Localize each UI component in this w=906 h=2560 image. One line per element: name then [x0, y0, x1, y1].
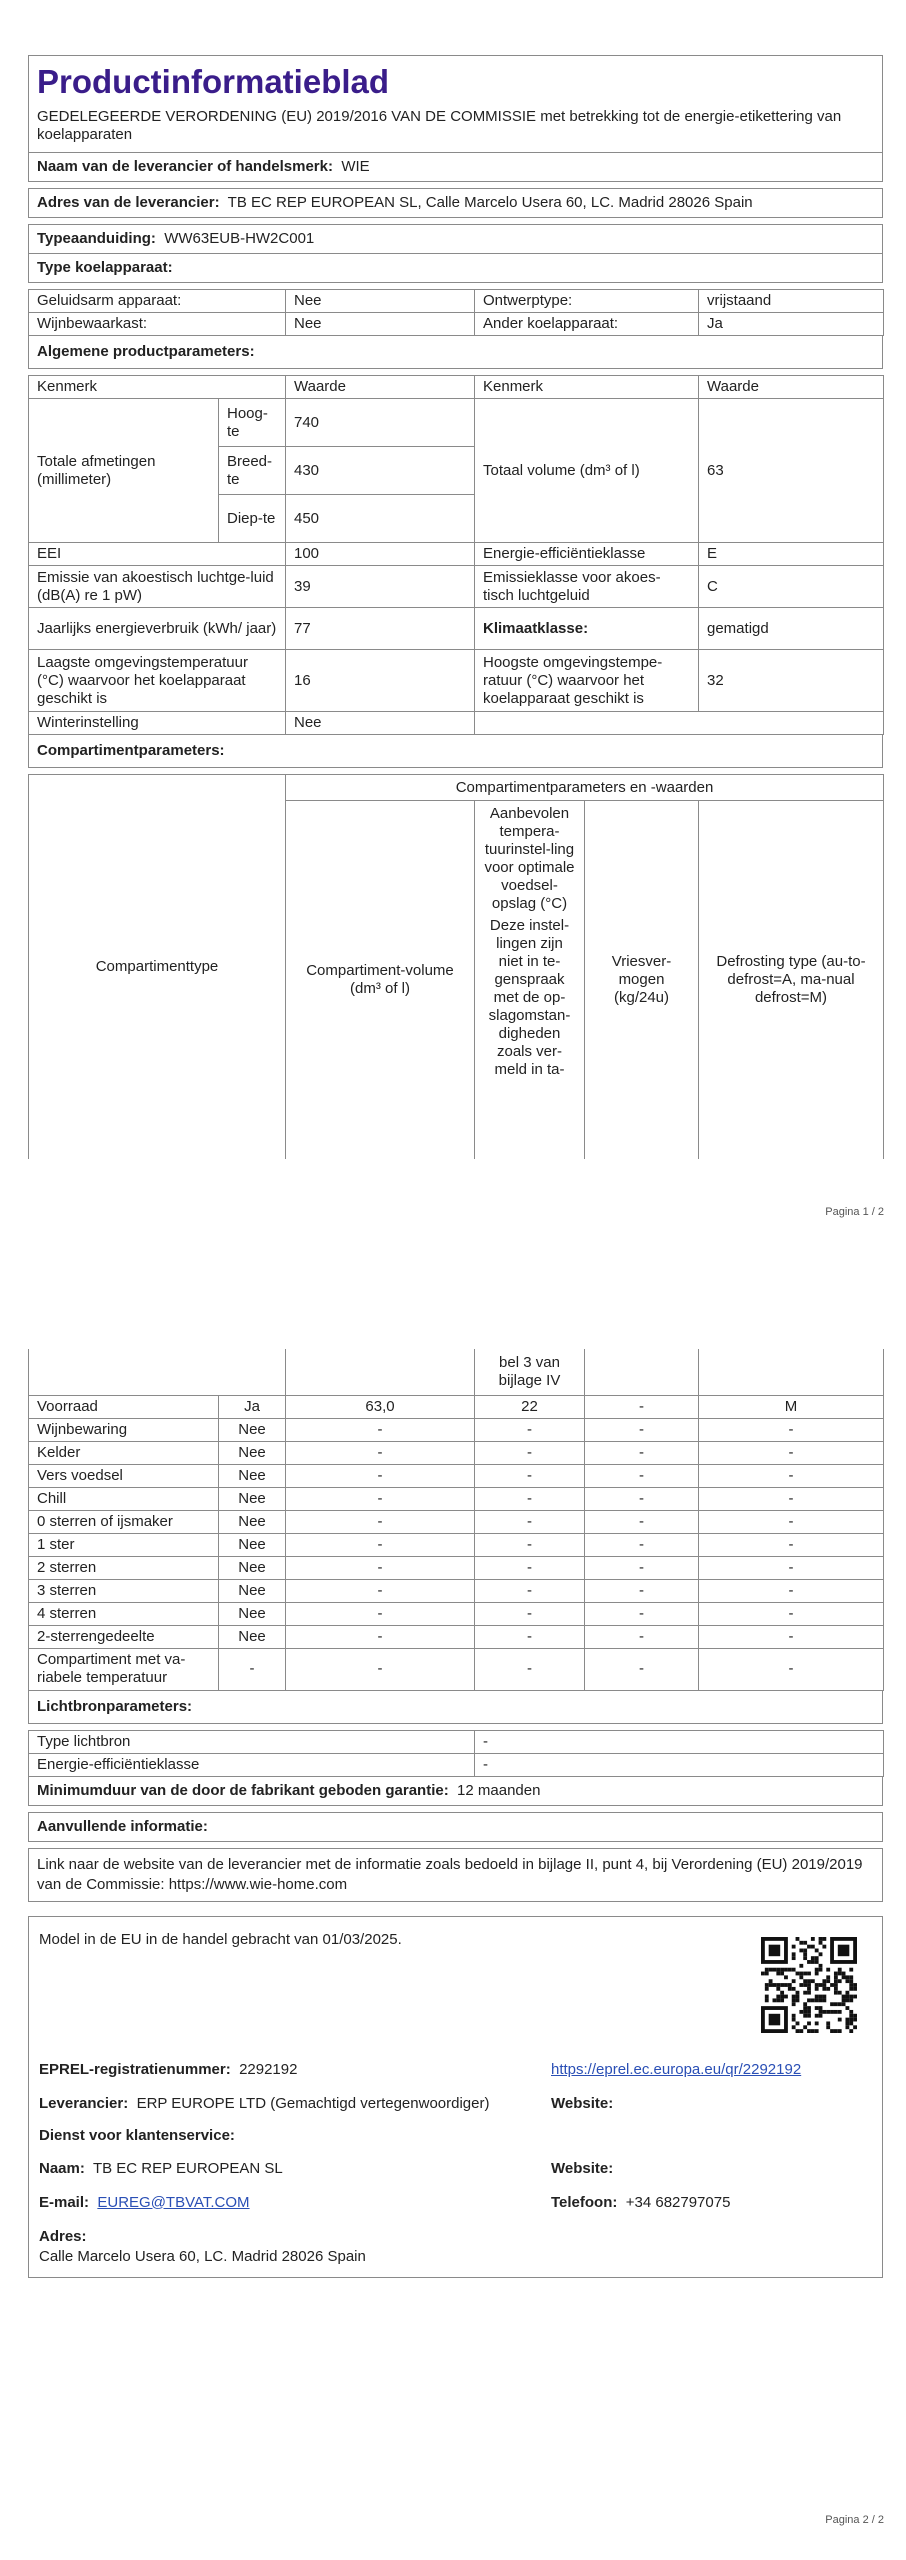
extra-section-heading: Aanvullende informatie:	[28, 1812, 883, 1842]
email-row: E-mail: EUREG@TBVAT.COM	[39, 2193, 250, 2211]
eprel-row: EPREL-registratienummer: 2292192	[39, 2060, 298, 2078]
table-row: Winterinstelling Nee	[29, 712, 884, 735]
document-title: Productinformatieblad	[37, 63, 390, 100]
light-section-heading: Lichtbronparameters:	[28, 1691, 883, 1724]
supplier-value: WIE	[341, 158, 370, 175]
table-row: Breed-te 430	[29, 447, 884, 495]
compartment-type-header: Compartimenttype	[29, 775, 286, 1159]
table-row: 0 sterren of ijsmaker Nee - - - -	[29, 1510, 884, 1533]
general-section-heading: Algemene productparameters:	[28, 336, 883, 369]
table-row: Voorraad Ja 63,0 22 - M	[29, 1395, 884, 1418]
table-row: 1 ster Nee - - - -	[29, 1533, 884, 1556]
table-row: Emissie van akoestisch luchtge-luid (dB(A) re 1 pW) 39 Emissieklasse voor akoes-tisch luchtgeluid C	[29, 566, 884, 608]
phone-row: Telefoon: +34 682797075	[551, 2193, 731, 2211]
service-name-row: Naam: TB EC REP EUROPEAN SL	[39, 2159, 283, 2177]
warranty-value: 12 maanden	[457, 1781, 541, 1799]
page-1	[28, 55, 883, 1159]
model-value: WW63EUB-HW2C001	[164, 230, 315, 247]
email-link[interactable]: EUREG@TBVAT.COM	[97, 2193, 250, 2211]
supplier-legal-row: Leverancier: ERP EUROPE LTD (Gemachtigd vertegenwoordiger)	[39, 2094, 490, 2112]
general-table	[28, 375, 884, 735]
table-row: Chill Nee - - - -	[29, 1487, 884, 1510]
market-date-text: Model in de EU in de handel gebracht van 01/03/2025.	[39, 1930, 402, 1948]
table-row: Type lichtbron -	[29, 1730, 884, 1753]
dimensions-label: Totale afmetingen (millimeter)	[29, 399, 219, 543]
address-row: Adres van de leverancier: TB EC REP EUROPEAN SL, Calle Marcelo Usera 60, LC. Madrid 28026 Spain	[28, 188, 883, 218]
table-row: Energie-efficiëntieklasse -	[29, 1753, 884, 1776]
table-row: Compartimenttype Compartimentparameters en -waarden	[29, 775, 884, 801]
table-row: EEI 100 Energie-efficiëntieklasse E	[29, 543, 884, 566]
table-row: Kelder Nee - - - -	[29, 1441, 884, 1464]
table-row: 2-sterrengedeelte Nee - - - -	[29, 1625, 884, 1648]
type-section-heading: Type koelapparaat:	[28, 254, 883, 283]
table-row: Vers voedsel Nee - - - -	[29, 1464, 884, 1487]
compartment-header-table	[28, 774, 884, 1159]
extra-info-text: Link naar de website van de leverancier met de informatie zoals bedoeld in bijlage II, punt 4, bij Verordening (EU) 2019/2019 van de Commissie: https://www.wie-home.com	[28, 1848, 883, 1902]
table-row: Wijnbewaarkast: Nee Ander koelapparaat: Ja	[29, 313, 884, 336]
table-row: Compartiment met va-riabele temperatuur - - - - -	[29, 1648, 884, 1690]
eprel-link[interactable]: https://eprel.ec.europa.eu/qr/2292192	[551, 2060, 802, 2078]
warranty-row: Minimumduur van de door de fabrikant geboden garantie: 12 maanden	[28, 1777, 883, 1806]
page-number-1: Pagina 1 / 2	[825, 1206, 884, 1218]
table-row: Totale afmetingen (millimeter) Hoog-te 740 Totaal volume (dm³ of l) 63	[29, 399, 884, 447]
page-number-2: Pagina 2 / 2	[825, 2514, 884, 2526]
light-table	[28, 1730, 884, 1777]
table-row: 2 sterren Nee - - - -	[29, 1556, 884, 1579]
page-2	[28, 1349, 883, 2278]
regulation-text: GEDELEGEERDE VERORDENING (EU) 2019/2016 VAN DE COMMISSIE met betrekking tot de energie-etikettering van koelapparaten	[37, 108, 842, 143]
eprel-number: 2292192	[239, 2060, 298, 2078]
address-label: Adres:	[39, 2227, 87, 2245]
table-row: Jaarlijks energieverbruik (kWh/ jaar) 77 Klimaatklasse: gematigd	[29, 608, 884, 650]
table-row: Kenmerk Waarde Kenmerk Waarde	[29, 376, 884, 399]
compartment-section-heading: Compartimentparameters:	[28, 735, 883, 768]
table-row: 3 sterren Nee - - - -	[29, 1579, 884, 1602]
supplier-info-box	[28, 1916, 883, 2278]
table-row: 4 sterren Nee - - - -	[29, 1602, 884, 1625]
table-row: Geluidsarm apparaat: Nee Ontwerptype: vrijstaand	[29, 290, 884, 313]
address-value: TB EC REP EUROPEAN SL, Calle Marcelo Usera 60, LC. Madrid 28026 Spain	[227, 194, 753, 211]
table-row: Wijnbewaring Nee - - - -	[29, 1418, 884, 1441]
table-row: Laagste omgevingstemperatuur (°C) waarvoor het koelapparaat geschikt is 16 Hoogste omgevingstempe-ratuur (°C) waarvoor het koelapparaat geschikt is 32	[29, 650, 884, 712]
table-row: bel 3 van bijlage IV	[29, 1349, 884, 1395]
model-row: Typeaanduiding: WW63EUB-HW2C001	[28, 224, 883, 254]
address-value-footer: Calle Marcelo Usera 60, LC. Madrid 28026 Spain	[39, 2247, 366, 2265]
compartment-table	[28, 1349, 884, 1691]
table-row: Diep-te 450	[29, 495, 884, 543]
type-table	[28, 289, 884, 336]
website-label: Website:	[551, 2094, 614, 2112]
website-label-2: Website:	[551, 2159, 614, 2177]
qr-code-icon	[761, 1937, 857, 2033]
customer-service-heading: Dienst voor klantenservice:	[39, 2126, 235, 2144]
supplier-row: Naam van de leverancier of handelsmerk: WIE	[28, 152, 883, 182]
table-row: Compartiment-volume (dm³ of l) Aanbevolen tempera-tuurinstel-ling voor optimale voedsel-opslag (°C) Deze instel-lingen zijn niet in te-genspraak met de op-slagomstan-digheden zoals ver-meld in ta- Vriesver-mogen (kg/24u) Defrosting type (au-to-defrost=A, ma-nual defrost=M)	[29, 801, 884, 1159]
